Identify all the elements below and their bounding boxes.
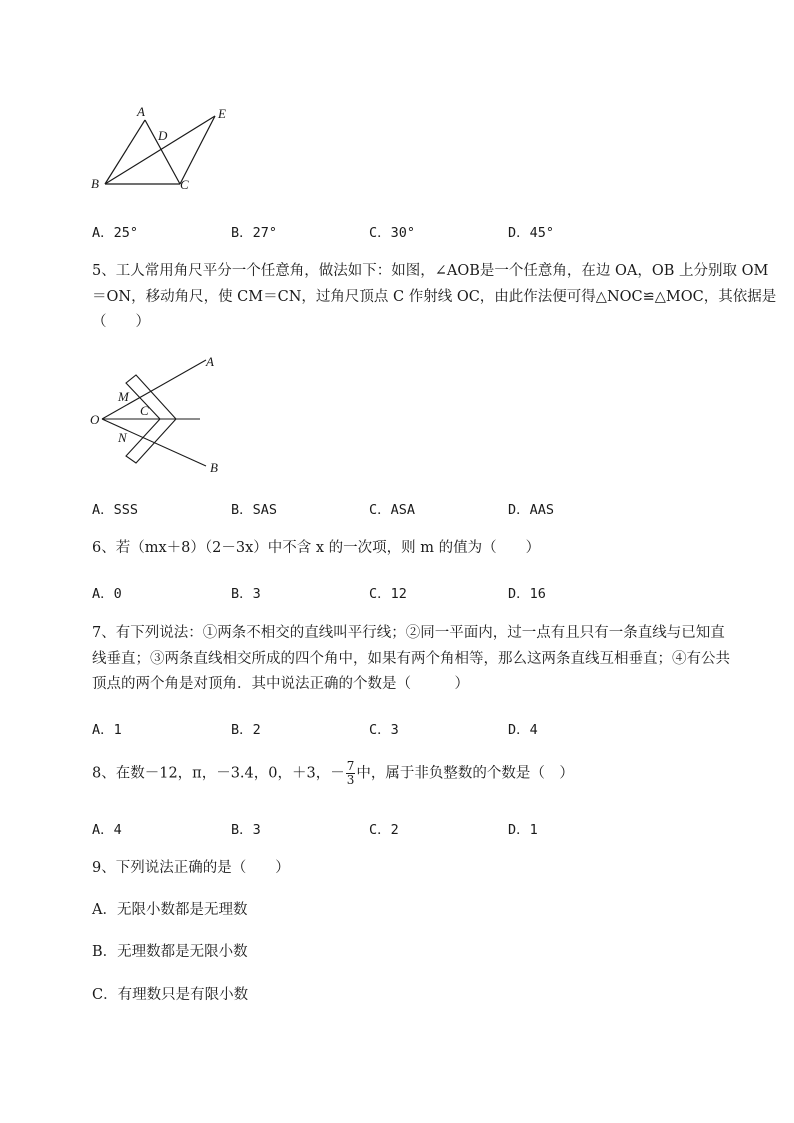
figure-triangle-abce bbox=[85, 100, 245, 200]
q8-text-before: 8、在数－12，π，－3.4，0，＋3，－ bbox=[92, 765, 345, 782]
q8-text bbox=[92, 760, 574, 787]
q6-option-c: C．12 bbox=[369, 586, 407, 602]
q8-option-c: C．2 bbox=[369, 822, 399, 838]
q5-option-b: B．SAS bbox=[231, 502, 278, 518]
q8-fraction bbox=[346, 760, 356, 787]
q9-option-a: A．无限小数都是无理数 bbox=[92, 902, 248, 918]
q6-text: 6、若（mx＋8）（2－3x）中不含 x 的一次项，则 m 的值为（ ） bbox=[92, 540, 541, 556]
q7-line-3: 顶点的两个角是对顶角．其中说法正确的个数是（ ） bbox=[92, 676, 469, 692]
q4-option-b: B．27° bbox=[231, 225, 278, 241]
q6-option-d: D．16 bbox=[508, 586, 546, 602]
label-c: C bbox=[140, 403, 149, 418]
label-n: N bbox=[118, 430, 127, 445]
q4-option-d: D．45° bbox=[508, 225, 555, 241]
label-o: O bbox=[90, 412, 100, 427]
label-b: B bbox=[91, 176, 99, 191]
label-a: A bbox=[137, 104, 145, 119]
label-b: B bbox=[210, 460, 218, 475]
q7-option-c: C．3 bbox=[369, 722, 399, 738]
figure-angle-square bbox=[88, 350, 238, 478]
q8-option-d: D．1 bbox=[508, 822, 538, 838]
q7-option-d: D．4 bbox=[508, 722, 538, 738]
q8-fraction-denominator: 3 bbox=[346, 773, 355, 787]
q4-option-c: C．30° bbox=[369, 225, 416, 241]
label-d: D bbox=[158, 128, 168, 143]
q4-option-a: A．25° bbox=[92, 225, 139, 241]
q5-option-d: D．AAS bbox=[508, 502, 555, 518]
q8-text-after: 中，属于非负整数的个数是（ ） bbox=[356, 765, 574, 782]
q8-option-a: A．4 bbox=[92, 822, 122, 838]
q5-option-a: A．SSS bbox=[92, 502, 139, 518]
q9-text: 9、下列说法正确的是（ ） bbox=[92, 860, 290, 876]
q6-option-b: B．3 bbox=[231, 586, 261, 602]
q5-line-2: ＝ON，移动角尺，使 CM＝CN，过角尺顶点 C 作射线 OC，由此作法便可得△NOC≌△MOC，其依据是 bbox=[92, 289, 777, 305]
label-m: M bbox=[118, 389, 129, 404]
q7-line-2: 线垂直；③两条直线相交所成的四个角中，如果有两个角相等，那么这两条直线互相垂直；④有公共 bbox=[92, 651, 730, 667]
q5-line-1: 5、工人常用角尺平分一个任意角，做法如下：如图，∠AOB是一个任意角，在边 OA，OB 上分别取 OM bbox=[92, 263, 769, 279]
label-c: C bbox=[180, 177, 189, 192]
q7-option-a: A．1 bbox=[92, 722, 122, 738]
q8-option-b: B．3 bbox=[231, 822, 261, 838]
q6-option-a: A．0 bbox=[92, 586, 122, 602]
q7-option-b: B．2 bbox=[231, 722, 261, 738]
q8-fraction-numerator: 7 bbox=[346, 759, 355, 773]
q5-option-c: C．ASA bbox=[369, 502, 416, 518]
segment-ab bbox=[105, 120, 145, 184]
q7-line-1: 7、有下列说法：①两条不相交的直线叫平行线；②同一平面内，过一点有且只有一条直线与已知直 bbox=[92, 625, 725, 641]
segment-be bbox=[105, 116, 215, 184]
label-e: E bbox=[218, 106, 226, 121]
q9-option-b: B．无理数都是无限小数 bbox=[92, 944, 248, 960]
q9-option-c: C．有理数只是有限小数 bbox=[92, 987, 249, 1003]
label-a: A bbox=[206, 354, 214, 369]
q5-line-3: （ ） bbox=[92, 314, 150, 330]
